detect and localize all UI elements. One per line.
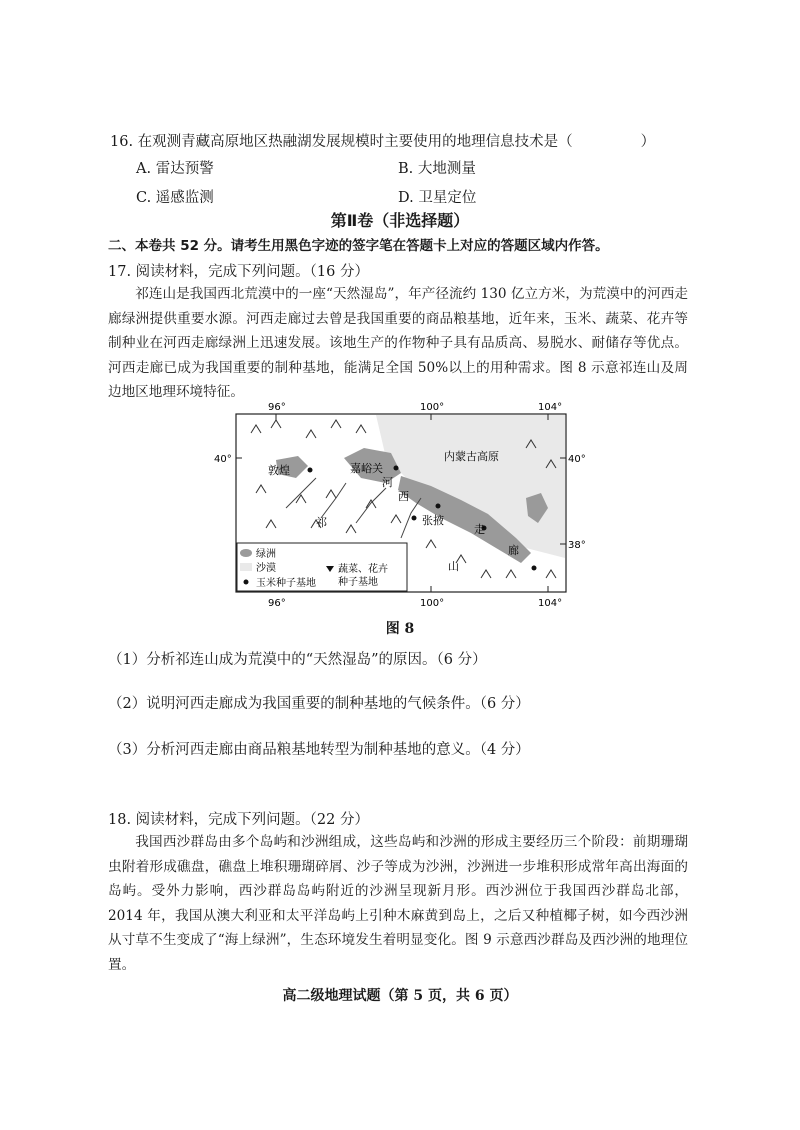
subquestion-2: （2）说明河西走廊成为我国重要的制种基地的气候条件。（6 分）: [108, 696, 530, 712]
lon-label-top-104: 104°: [538, 402, 563, 413]
label-shan: 山: [448, 560, 459, 573]
question-16: [110, 130, 655, 207]
lon-label-bottom-104: 104°: [538, 598, 563, 609]
subquestion-1: （1）分析祁连山成为荒漠中的“天然湿岛”的原因。（6 分）: [108, 652, 487, 668]
lon-label-top-96: 96°: [268, 402, 286, 413]
label-lang: 廊: [508, 544, 519, 557]
section-note: 二、本卷共 52 分。请考生用黑色字迹的签字笔在答题卡上对应的答题区域内作答。: [108, 238, 609, 254]
section-title: 第Ⅱ卷（非选择题）: [330, 211, 470, 230]
label-inner-mongolia: 内蒙古高原: [444, 450, 499, 463]
option-d: D. 卫星定位: [398, 190, 477, 206]
question-17-head: 17. 阅读材料，完成下列问题。（16 分）: [108, 264, 369, 280]
lat-label-left-40: 40°: [214, 454, 232, 465]
label-qi: 祁: [316, 516, 327, 529]
seed-base-dot: [308, 468, 313, 473]
seed-base-dot: [532, 566, 537, 571]
question-16-stem: 16. 在观测青藏高原地区热融湖发展规模时主要使用的地理信息技术是（: [110, 134, 573, 150]
lat-label-right-40: 40°: [568, 454, 586, 465]
question-16-options: [136, 157, 655, 207]
label-jiayuguan: 嘉峪关: [350, 462, 383, 475]
seed-base-dot: [394, 466, 399, 471]
question-18-head: 18. 阅读材料，完成下列问题。（22 分）: [108, 812, 369, 828]
seed-base-dot: [436, 504, 441, 509]
option-b: B. 大地测量: [398, 161, 476, 177]
legend-oasis: 绿洲: [256, 549, 276, 560]
legend-veg-1: 蔬菜、花卉: [338, 564, 388, 575]
label-dunhuang: 敦煌: [268, 464, 290, 477]
lon-label-bottom-100: 100°: [420, 598, 445, 609]
label-he: 河: [382, 476, 393, 489]
map-svg: [214, 398, 586, 616]
legend-corn: 玉米种子基地: [256, 578, 316, 589]
label-zhangye: 张掖: [422, 514, 444, 527]
lon-label-bottom-96: 96°: [268, 598, 286, 609]
seed-base-dot: [412, 516, 417, 521]
question-16-paren: ）: [640, 134, 656, 150]
legend-desert: 沙漠: [256, 563, 276, 574]
legend-veg-2: 种子基地: [338, 577, 378, 588]
option-a: A. 雷达预警: [136, 161, 214, 177]
question-17-material: 祁连山是我国西北荒漠中的一座“天然湿岛”，年产径流约 130 亿立方米，为荒漠中的河西走廊绿洲提供重要水源。河西走廊过去曾是我国重要的商品粮基地，近年来，玉米、蔬菜、花卉等制种业在河西走廊绿洲上迅速发展。该地生产的作物种子具有品质高、易脱水、耐储存等优点。河西走廊已成为我国重要的制种基地，能满足全国 50%以上的用种需求。图 8 示意祁连山及周边地区地理环境特征。: [108, 286, 688, 400]
lon-label-top-100: 100°: [420, 402, 445, 413]
label-zou: 走: [474, 523, 485, 536]
lat-label-right-38: 38°: [568, 540, 586, 551]
figure-8-map: [214, 398, 586, 616]
option-c: C. 遥感监测: [136, 190, 214, 206]
legend-desert-swatch: [240, 563, 252, 571]
legend-oasis-swatch: [240, 549, 252, 557]
label-xi: 西: [398, 490, 409, 503]
figure-8-caption: 图 8: [385, 621, 415, 637]
subquestion-3: （3）分析河西走廊由商品粮基地转型为制种基地的意义。（4 分）: [108, 742, 530, 758]
question-18-material: 我国西沙群岛由多个岛屿和沙洲组成，这些岛屿和沙洲的形成主要经历三个阶段：前期珊瑚虫附着形成礁盘，礁盘上堆积珊瑚碎屑、沙子等成为沙洲，沙洲进一步堆积形成常年高出海面的岛屿。受外力影响，西沙群岛岛屿附近的沙洲呈现新月形。西沙洲位于我国西沙群岛北部， 2014 年，我国从澳大利亚和太平洋岛屿上引种木麻黄到岛上，之后又种植椰子树，如今西沙洲从寸草不生变成了“海上绿洲”，生态环境发生着明显变化。图 9 示意西沙群岛及西沙洲的地理位置。: [108, 834, 688, 973]
legend-corn-swatch: [244, 580, 249, 585]
page-footer: 高二级地理试题（第 5 页，共 6 页）: [282, 988, 518, 1004]
